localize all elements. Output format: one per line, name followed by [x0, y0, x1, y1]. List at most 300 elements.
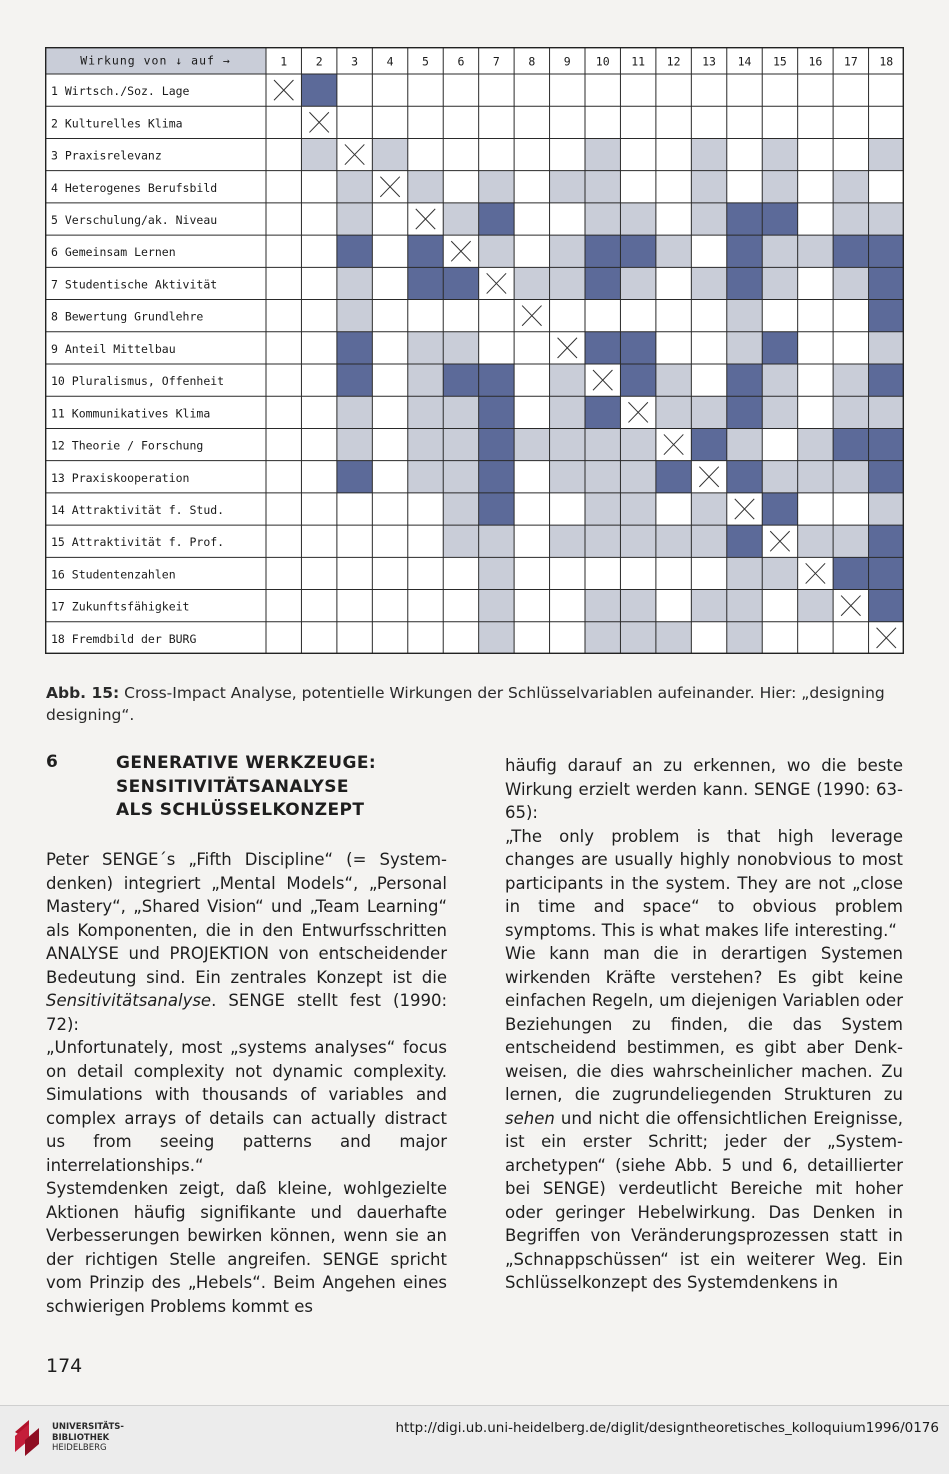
matrix-cell — [372, 267, 407, 299]
matrix-cell — [691, 364, 726, 396]
matrix-row-label: 15 Attraktivität f. Prof. — [51, 535, 225, 550]
matrix-cell — [266, 396, 301, 428]
matrix-cell — [266, 525, 301, 557]
matrix-cell — [620, 203, 655, 235]
matrix-cell — [443, 493, 478, 525]
matrix-cell — [585, 106, 620, 138]
matrix-row-label: 10 Pluralismus, Offenheit — [51, 374, 225, 389]
matrix-cell — [691, 590, 726, 622]
matrix-cell — [798, 493, 833, 525]
matrix-cell — [869, 428, 904, 460]
matrix-cell — [869, 493, 904, 525]
footer-bar — [0, 1405, 949, 1474]
matrix-cell — [727, 622, 762, 654]
matrix-cell — [869, 267, 904, 299]
matrix-cell — [798, 428, 833, 460]
matrix-cell — [762, 138, 797, 170]
matrix-cell — [585, 396, 620, 428]
matrix-cell — [443, 428, 478, 460]
matrix-cell — [656, 525, 691, 557]
matrix-cell — [408, 235, 443, 267]
matrix-cell — [727, 557, 762, 589]
matrix-cell — [691, 300, 726, 332]
matrix-cell — [301, 622, 336, 654]
matrix-row-label: 13 Praxiskooperation — [51, 470, 190, 485]
matrix-cell — [762, 171, 797, 203]
matrix-cell — [372, 138, 407, 170]
matrix-cell — [266, 332, 301, 364]
matrix-cell — [514, 493, 549, 525]
matrix-cell — [479, 622, 514, 654]
matrix-cell — [656, 332, 691, 364]
paragraph — [46, 848, 447, 1036]
matrix-cell — [408, 171, 443, 203]
matrix-column-number: 13 — [702, 54, 716, 69]
matrix-cell — [301, 138, 336, 170]
matrix-cell — [443, 590, 478, 622]
matrix-cell — [585, 267, 620, 299]
matrix-cell — [691, 74, 726, 106]
matrix-cell — [656, 106, 691, 138]
matrix-cell — [514, 461, 549, 493]
matrix-cell — [798, 74, 833, 106]
matrix-cell — [550, 267, 585, 299]
matrix-cell — [443, 525, 478, 557]
matrix-column-number: 1 — [280, 54, 288, 69]
matrix-cell — [514, 106, 549, 138]
matrix-row-label: 11 Kommunikatives Klima — [51, 406, 211, 421]
matrix-cell — [585, 235, 620, 267]
matrix-column-number: 7 — [492, 54, 500, 69]
matrix-cell — [266, 106, 301, 138]
matrix-cell — [727, 235, 762, 267]
emphasis: sehen — [505, 1108, 555, 1128]
matrix-cell — [585, 332, 620, 364]
matrix-cell — [656, 267, 691, 299]
matrix-cell — [762, 590, 797, 622]
matrix-cell — [727, 461, 762, 493]
matrix-row-label: 3 Praxisrelevanz — [51, 148, 162, 163]
matrix-row-label: 12 Theorie / Forschung — [51, 438, 204, 453]
matrix-cell — [585, 622, 620, 654]
matrix-cell — [337, 235, 372, 267]
matrix-cell — [408, 493, 443, 525]
matrix-cell — [479, 171, 514, 203]
matrix-cell — [833, 300, 868, 332]
matrix-cell — [372, 493, 407, 525]
matrix-cell — [762, 106, 797, 138]
matrix-cell — [727, 203, 762, 235]
matrix-cell — [408, 267, 443, 299]
matrix-cell — [727, 74, 762, 106]
matrix-cell — [585, 203, 620, 235]
matrix-cell — [514, 590, 549, 622]
matrix-cell — [266, 364, 301, 396]
matrix-cell — [479, 525, 514, 557]
matrix-cell — [727, 171, 762, 203]
matrix-cell — [514, 267, 549, 299]
matrix-cell — [550, 171, 585, 203]
matrix-cell — [762, 396, 797, 428]
matrix-cell — [266, 203, 301, 235]
matrix-column-number: 11 — [631, 54, 646, 69]
figure-label: Abb. 15: — [46, 684, 120, 702]
matrix-cell — [514, 622, 549, 654]
matrix-cell — [691, 493, 726, 525]
matrix-cell — [798, 203, 833, 235]
matrix-cell — [833, 364, 868, 396]
matrix-cell — [691, 235, 726, 267]
matrix-corner-label: Wirkung von ↓ auf → — [80, 53, 231, 68]
matrix-cell — [833, 138, 868, 170]
matrix-cell — [514, 525, 549, 557]
matrix-cell — [798, 396, 833, 428]
matrix-cell — [798, 525, 833, 557]
matrix-cell — [762, 235, 797, 267]
paragraph-text: Peter SENGE´s „Fifth Discipline“ (= Systemdenken) integriert „Mental Models“, „Personal Mastery“, „Shared Vision“ und „Team Learning“ als Komponenten, die in den Entwurfsschritten ANALYSE und PROJEKTION von entscheidender Bedeutung sind. Ein zentrales Konzept ist die — [46, 850, 447, 987]
matrix-cell — [798, 461, 833, 493]
matrix-row-label: 2 Kulturelles Klima — [51, 116, 183, 131]
matrix-cell — [514, 364, 549, 396]
matrix-cell — [585, 428, 620, 460]
matrix-cell — [550, 203, 585, 235]
matrix-cell — [762, 461, 797, 493]
matrix-cell — [798, 106, 833, 138]
matrix-cell — [443, 106, 478, 138]
matrix-cell — [514, 396, 549, 428]
matrix-row-label: 7 Studentische Aktivität — [51, 277, 218, 292]
matrix-cell — [443, 364, 478, 396]
source-url[interactable]: http://digi.ub.uni-heidelberg.de/diglit/designtheoretisches_kolloquium1996/0176 — [395, 1420, 939, 1436]
matrix-cell — [443, 332, 478, 364]
matrix-cell — [372, 203, 407, 235]
matrix-cell — [727, 300, 762, 332]
matrix-cell — [337, 171, 372, 203]
matrix-cell — [372, 364, 407, 396]
matrix-cell — [691, 138, 726, 170]
matrix-cell — [550, 364, 585, 396]
section-title-line: ALS SCHLÜSSELKONZEPT — [116, 800, 365, 820]
matrix-cell — [833, 106, 868, 138]
matrix-row-label: 1 Wirtsch./Soz. Lage — [51, 84, 190, 99]
matrix-cell — [620, 590, 655, 622]
matrix-cell — [727, 590, 762, 622]
matrix-cell — [798, 267, 833, 299]
matrix-cell — [443, 622, 478, 654]
matrix-cell — [479, 203, 514, 235]
matrix-cell — [372, 428, 407, 460]
matrix-cell — [869, 74, 904, 106]
matrix-cell — [443, 138, 478, 170]
matrix-cell — [762, 332, 797, 364]
matrix-cell — [443, 74, 478, 106]
matrix-cell — [620, 525, 655, 557]
matrix-cell — [691, 557, 726, 589]
matrix-cell — [656, 364, 691, 396]
matrix-cell — [372, 622, 407, 654]
matrix-cell — [869, 235, 904, 267]
matrix-cell — [727, 428, 762, 460]
matrix-cell — [762, 622, 797, 654]
matrix-cell — [620, 364, 655, 396]
matrix-cell — [337, 493, 372, 525]
matrix-cell — [550, 525, 585, 557]
matrix-column-number: 12 — [666, 54, 681, 69]
matrix-cell — [550, 590, 585, 622]
matrix-cell — [656, 396, 691, 428]
matrix-cell — [479, 74, 514, 106]
matrix-column-number: 2 — [315, 54, 323, 69]
right-column — [505, 754, 903, 1295]
matrix-cell — [833, 171, 868, 203]
matrix-cell — [408, 106, 443, 138]
matrix-cell — [479, 106, 514, 138]
matrix-cell — [656, 300, 691, 332]
matrix-cell — [266, 622, 301, 654]
cross-impact-matrix — [45, 47, 904, 654]
matrix-cell — [479, 590, 514, 622]
matrix-cell — [620, 74, 655, 106]
matrix-row-label: 4 Heterogenes Berufsbild — [51, 180, 218, 195]
matrix-cell — [798, 332, 833, 364]
matrix-column-number: 3 — [351, 54, 359, 69]
matrix-cell — [514, 171, 549, 203]
matrix-column-number: 15 — [773, 54, 787, 69]
matrix-cell — [337, 364, 372, 396]
matrix-cell — [408, 74, 443, 106]
matrix-cell — [656, 557, 691, 589]
matrix-cell — [550, 396, 585, 428]
matrix-cell — [550, 493, 585, 525]
matrix-cell — [585, 461, 620, 493]
matrix-cell — [620, 332, 655, 364]
matrix-cell — [408, 428, 443, 460]
matrix-cell — [301, 74, 336, 106]
matrix-column-number: 8 — [528, 54, 536, 69]
matrix-cell — [372, 332, 407, 364]
matrix-cell — [337, 203, 372, 235]
matrix-cell — [301, 396, 336, 428]
figure-caption-text: Cross-Impact Analyse, potentielle Wirkungen der Schlüsselvariablen aufeinander. Hier: „designing designing“. — [46, 684, 885, 724]
matrix-cell — [337, 396, 372, 428]
matrix-cell — [479, 332, 514, 364]
matrix-cell — [656, 622, 691, 654]
matrix-cell — [301, 493, 336, 525]
matrix-cell — [762, 300, 797, 332]
matrix-cell — [301, 525, 336, 557]
matrix-cell — [620, 428, 655, 460]
library-name-line: UNIVERSITÄTS- — [52, 1422, 124, 1432]
matrix-cell — [691, 171, 726, 203]
matrix-cell — [691, 525, 726, 557]
matrix-cell — [869, 332, 904, 364]
matrix-cell — [691, 106, 726, 138]
matrix-cell — [727, 364, 762, 396]
matrix-cell — [727, 106, 762, 138]
section-number: 6 — [46, 752, 58, 772]
matrix-cell — [301, 300, 336, 332]
library-name-line: BIBLIOTHEK — [52, 1432, 110, 1443]
matrix-cell — [798, 235, 833, 267]
matrix-cell — [656, 235, 691, 267]
matrix-cell — [266, 171, 301, 203]
matrix-cell — [372, 461, 407, 493]
left-column — [46, 848, 447, 1318]
matrix-cell — [301, 267, 336, 299]
matrix-cell — [550, 557, 585, 589]
matrix-row-label: 18 Fremdbild der BURG — [51, 631, 197, 646]
matrix-cell — [869, 300, 904, 332]
matrix-cell — [550, 428, 585, 460]
matrix-cell — [727, 332, 762, 364]
matrix-cell — [479, 300, 514, 332]
matrix-row-label: 17 Zukunftsfähigkeit — [51, 599, 190, 614]
matrix-cell — [479, 138, 514, 170]
matrix-cell — [656, 171, 691, 203]
matrix-cell — [337, 622, 372, 654]
matrix-column-number: 16 — [808, 54, 823, 69]
matrix-cell — [869, 203, 904, 235]
matrix-cell — [479, 557, 514, 589]
matrix-cell — [408, 590, 443, 622]
matrix-cell — [691, 622, 726, 654]
matrix-cell — [727, 267, 762, 299]
quote: „The only problem is that high leverage changes are usually highly nonobvious to most participants in the system. They are not „close in time and space“ to obvious problem symptoms. This is what makes life interesting.“ — [505, 826, 903, 940]
matrix-cell — [514, 557, 549, 589]
matrix-row-label: 9 Anteil Mittelbau — [51, 341, 176, 356]
library-logo-icon — [11, 1418, 43, 1458]
matrix-cell — [301, 364, 336, 396]
matrix-cell — [408, 396, 443, 428]
matrix-cell — [585, 138, 620, 170]
matrix-cell — [585, 300, 620, 332]
matrix-cell — [550, 106, 585, 138]
matrix-cell — [337, 428, 372, 460]
matrix-cell — [620, 300, 655, 332]
matrix-cell — [620, 622, 655, 654]
matrix-cell — [301, 461, 336, 493]
matrix-cell — [337, 332, 372, 364]
matrix-cell — [833, 332, 868, 364]
matrix-cell — [337, 267, 372, 299]
matrix-cell — [656, 493, 691, 525]
matrix-cell — [762, 203, 797, 235]
matrix-cell — [869, 557, 904, 589]
matrix-cell — [266, 428, 301, 460]
matrix-cell — [620, 171, 655, 203]
matrix-cell — [762, 428, 797, 460]
matrix-cell — [372, 590, 407, 622]
matrix-cell — [408, 138, 443, 170]
matrix-cell — [372, 525, 407, 557]
matrix-cell — [408, 461, 443, 493]
matrix-cell — [798, 364, 833, 396]
matrix-column-number: 6 — [457, 54, 465, 69]
matrix-cell — [691, 203, 726, 235]
matrix-cell — [656, 203, 691, 235]
matrix-cell — [408, 622, 443, 654]
library-name — [52, 1422, 124, 1454]
matrix-column-number: 5 — [422, 54, 429, 69]
matrix-cell — [620, 267, 655, 299]
matrix-cell — [443, 461, 478, 493]
matrix-cell — [266, 267, 301, 299]
matrix-cell — [337, 461, 372, 493]
matrix-cell — [833, 525, 868, 557]
matrix-cell — [514, 138, 549, 170]
matrix-cell — [443, 557, 478, 589]
matrix-cell — [301, 590, 336, 622]
matrix-cell — [337, 106, 372, 138]
matrix-cell — [266, 235, 301, 267]
matrix-cell — [833, 396, 868, 428]
matrix-cell — [443, 300, 478, 332]
matrix-cell — [869, 364, 904, 396]
matrix-cell — [443, 171, 478, 203]
matrix-cell — [550, 461, 585, 493]
matrix-cell — [762, 557, 797, 589]
matrix-cell — [408, 525, 443, 557]
matrix-cell — [833, 203, 868, 235]
matrix-column-number: 14 — [737, 54, 752, 69]
matrix-cell — [869, 138, 904, 170]
matrix-cell — [443, 203, 478, 235]
matrix-column-number: 4 — [386, 54, 394, 69]
matrix-cell — [798, 590, 833, 622]
matrix-cell — [550, 235, 585, 267]
matrix-cell — [550, 138, 585, 170]
matrix-row-label: 8 Bewertung Grundlehre — [51, 309, 204, 324]
matrix-cell — [620, 235, 655, 267]
matrix-cell — [301, 557, 336, 589]
matrix-cell — [550, 622, 585, 654]
paragraph: Systemdenken zeigt, daß kleine, wohlgezielte Aktionen häufig signifikante und dauerhafte Verbesserungen bewirken können, wenn sie an der richtigen Stelle angreifen. SENGE spricht vom Prinzip des „Hebels“. Beim Angehen eines schwierigen Problems kommt es — [46, 1179, 447, 1316]
matrix-cell — [762, 493, 797, 525]
matrix-cell — [656, 461, 691, 493]
matrix-cell — [372, 235, 407, 267]
matrix-cell — [337, 590, 372, 622]
matrix-row-label: 14 Attraktivität f. Stud. — [51, 503, 225, 517]
matrix-cell — [301, 428, 336, 460]
matrix-cell — [727, 138, 762, 170]
matrix-cell — [620, 557, 655, 589]
matrix-cell — [762, 364, 797, 396]
matrix-cell — [266, 138, 301, 170]
matrix-cell — [479, 493, 514, 525]
page-number: 174 — [46, 1355, 83, 1377]
matrix-cell — [762, 74, 797, 106]
matrix-cell — [266, 590, 301, 622]
matrix-cell — [266, 461, 301, 493]
matrix-cell — [798, 622, 833, 654]
matrix-cell — [479, 235, 514, 267]
matrix-cell — [372, 396, 407, 428]
matrix-cell — [691, 396, 726, 428]
matrix-cell — [408, 557, 443, 589]
matrix-cell — [833, 428, 868, 460]
matrix-cell — [408, 300, 443, 332]
matrix-cell — [585, 557, 620, 589]
matrix-cell — [762, 267, 797, 299]
matrix-cell — [514, 428, 549, 460]
matrix-cell — [301, 332, 336, 364]
matrix-cell — [266, 493, 301, 525]
matrix-cell — [514, 74, 549, 106]
matrix-cell — [266, 557, 301, 589]
paragraph — [505, 942, 903, 1295]
matrix-cell — [479, 396, 514, 428]
matrix-cell — [337, 300, 372, 332]
